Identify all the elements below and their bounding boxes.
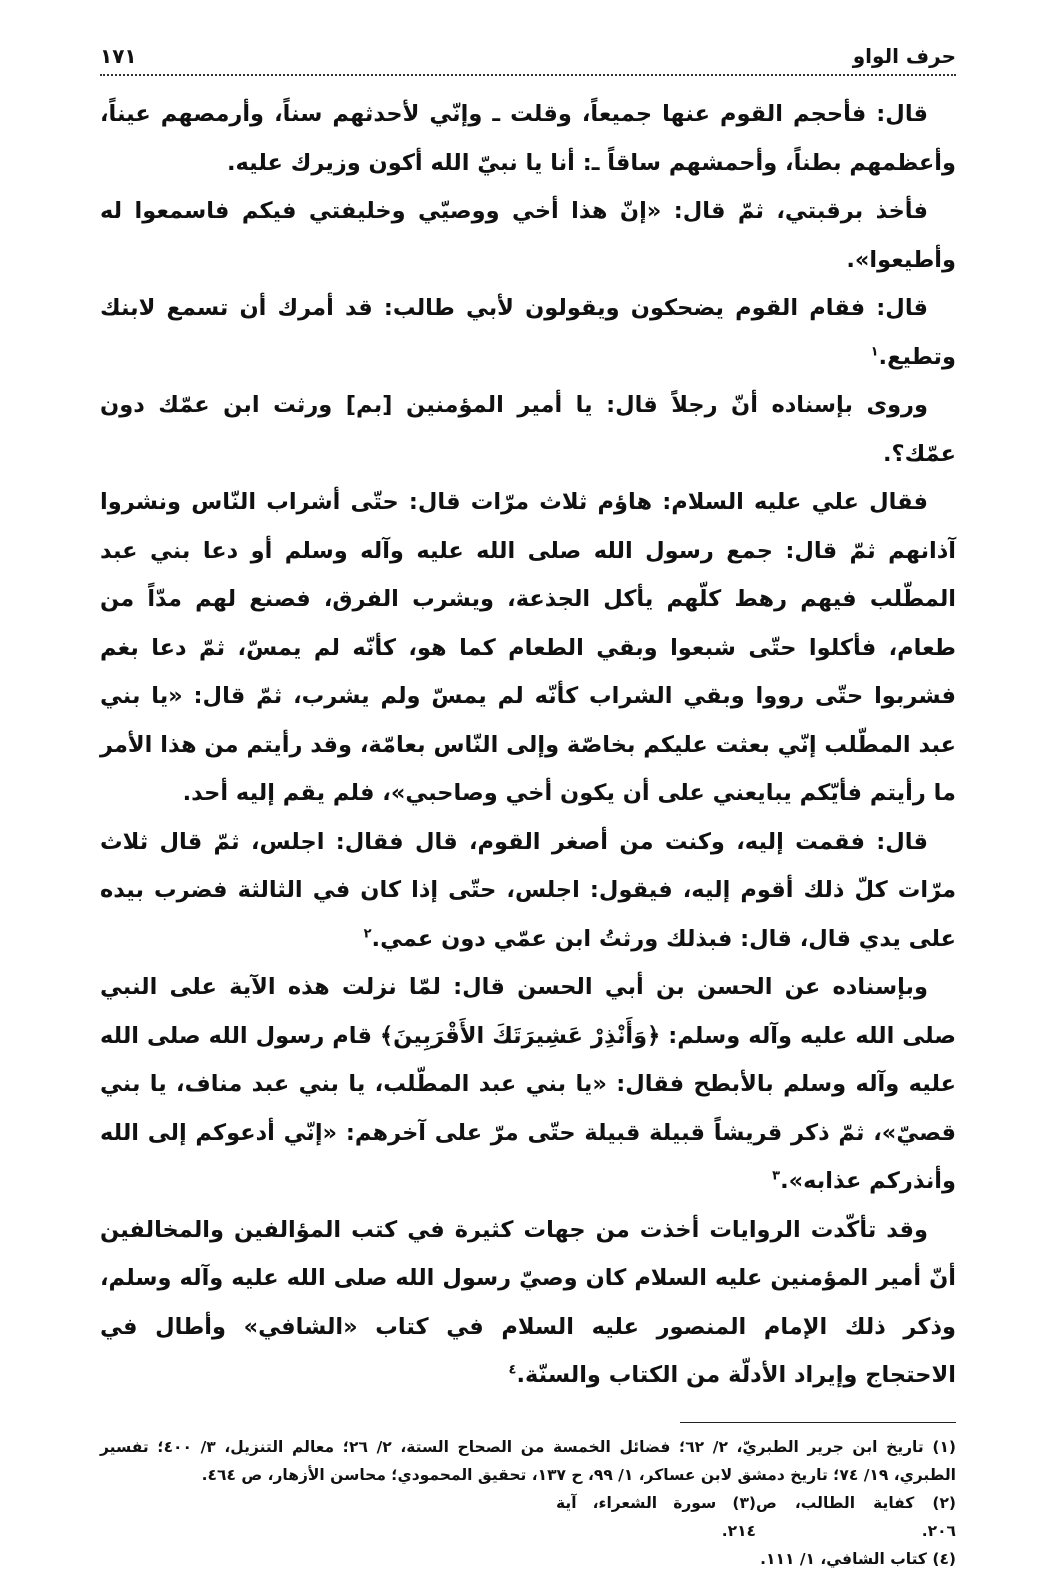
footnote-2: (٢) كفاية الطالب، ص ٢٠٦. bbox=[756, 1493, 956, 1540]
footnote-4: (٤) كتاب الشافي، ١/ ١١١. bbox=[760, 1549, 956, 1568]
book-page bbox=[100, 40, 956, 1568]
footnote-row bbox=[100, 1489, 956, 1545]
paragraph: قال: فأحجم القوم عنها جميعاً، وقلت ـ وإنّي لأحدثهم سناً، وأرمصهم عيناً، وأعظمهم بطناً، وأحمشهم ساقاً ـ: أنا يا نبيّ الله أكون وزيرك عليه. bbox=[100, 101, 956, 176]
footnote-separator bbox=[680, 1422, 956, 1423]
main-text bbox=[100, 90, 956, 1400]
running-header bbox=[100, 40, 956, 76]
footnote-1: (١) تاريخ ابن جرير الطبريّ، ٢/ ٦٢؛ فضائل الخمسة من الصحاح الستة، ٢/ ٢٦؛ معالم التنزيل، ٣/ ٤٠٠؛ تفسير الطبري، ١٩/ ٧٤؛ تاريخ دمشق لابن عساكر، ١/ ٩٩، ح ١٣٧، تحقيق المحمودي؛ محاسن الأزهار، ص ٤٦٤. bbox=[100, 1437, 956, 1484]
paragraph: قال: فقام القوم يضحكون ويقولون لأبي طالب: قد أمرك أن تسمع لابنك وتطيع.$^١$ bbox=[100, 295, 956, 370]
chapter-title: حرف الواو bbox=[847, 44, 956, 68]
paragraph: وقد تأكّدت الروايات أخذت من جهات كثيرة في كتب المؤالفين والمخالفين أنّ أمير المؤمنين عليه السلام كان وصيّ رسول الله صلى الله عليه وآله وسلم، وذكر ذلك الإمام المنصور عليه السلام في كتاب «الشافي» وأطال في الاحتجاج وإيراد الأدلّة من الكتاب والسنّة.$^٤$ bbox=[100, 1216, 956, 1388]
footnote-3: (٣) سورة الشعراء، آية ٢١٤. bbox=[556, 1493, 756, 1540]
footnotes bbox=[100, 1433, 956, 1573]
paragraph: قال: فقمت إليه، وكنت من أصغر القوم، قال فقال: اجلس، ثمّ قال ثلاث مرّات كلّ ذلك أقوم إليه، فيقول: اجلس، حتّى إذا كان في الثالثة فضرب بيده على يدي قال، قال: فبذلك ورثتُ ابن عمّي دون عمي.$^٢$ bbox=[100, 828, 956, 952]
paragraph: وروى بإسناده أنّ رجلاً قال: يا أمير المؤمنين [بم] ورثت ابن عمّك دون عمّك؟. bbox=[100, 392, 956, 467]
paragraph: فأخذ برقبتي، ثمّ قال: «إنّ هذا أخي ووصيّي وخليفتي فيكم فاسمعوا له وأطيعوا». bbox=[100, 198, 956, 273]
paragraph: وبإسناده عن الحسن بن أبي الحسن قال: لمّا نزلت هذه الآية على النبي صلى الله عليه وآله وسلم: ﴿وَأَنْذِرْ عَشِيرَتَكَ الأَقْرَبِينَ﴾ قام رسول الله صلى الله عليه وآله وسلم بالأبطح فقال: «يا بني عبد المطّلب، يا بني عبد مناف، يا بني قصيّ»، ثمّ ذكر قريشاً قبيلة قبيلة حتّى مرّ على آخرهم: «إنّي أدعوكم إلى الله وأنذركم عذابه».$^٣$ bbox=[100, 974, 956, 1194]
footnote-marker: ١ bbox=[870, 344, 879, 359]
footnote-marker: ٢ bbox=[363, 926, 372, 941]
page-number: ١٧١ bbox=[100, 44, 143, 68]
footnote-marker: ٣ bbox=[772, 1168, 781, 1184]
paragraph: فقال علي عليه السلام: هاؤم ثلاث مرّات قال: حتّى أشراب النّاس ونشروا آذانهم ثمّ قال: جمع رسول الله صلى الله عليه وآله وسلم أو دعا بني عبد المطّلب فيهم رهط كلّهم يأكل الجذعة، ويشرب الفرق، فصنع لهم مدّاً من طعام، فأكلوا حتّى شبعوا وبقي الطعام كما هو، كأنّه لم يمسّ، ثمّ دعا بغم فشربوا حتّى رووا وبقي الشراب كأنّه لم يمسّ ولم يشرب، ثمّ قال: «يا بني عبد المطّلب إنّي بعثت عليكم بخاصّة وإلى النّاس بعامّة، وقد رأيتم من هذا الأمر ما رأيتم فأيّكم يبايعني على أن يكون أخي وصاحبي»، فلم يقم إليه أحد. bbox=[100, 489, 956, 806]
footnote-marker: ٤ bbox=[508, 1362, 517, 1378]
